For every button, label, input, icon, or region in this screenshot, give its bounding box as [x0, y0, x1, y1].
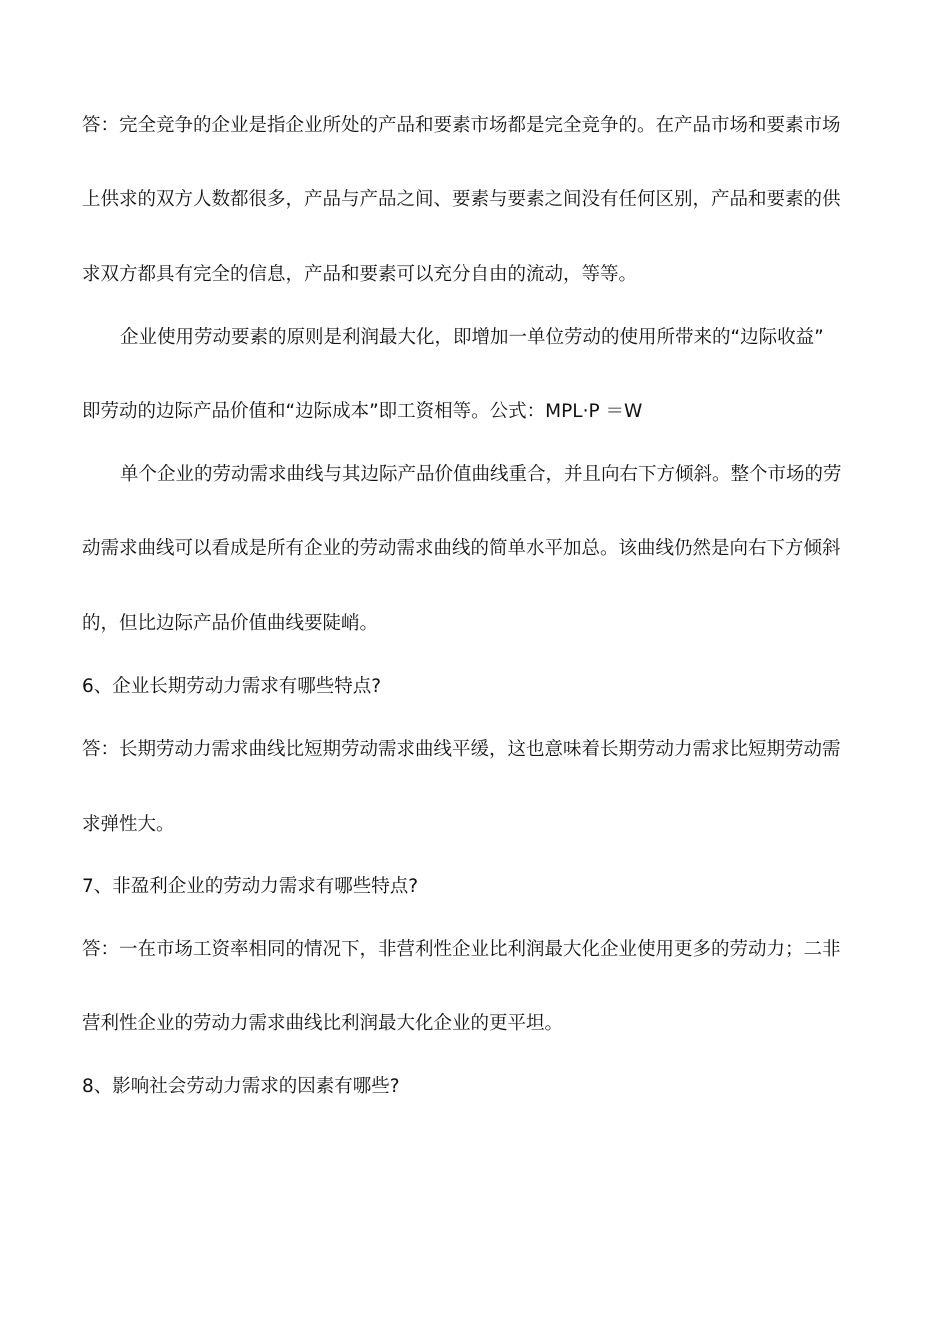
paragraph-curve-line-2: 动需求曲线可以看成是所有企业的劳动需求曲线的简单水平加总。该曲线仍然是向右下方倾斜: [82, 538, 841, 559]
answer-line-1: 答：完全竞争的企业是指企业所处的产品和要素市场都是完全竞争的。在产品市场和要素市场: [82, 115, 841, 136]
answer-line-3: 求双方都具有完全的信息，产品和要素可以充分自由的流动，等等。: [82, 264, 638, 285]
paragraph-principle-line-1: 企业使用劳动要素的原则是利润最大化，即增加一单位劳动的使用所带来的“边际收益”: [120, 327, 824, 348]
answer-6-line-1: 答：长期劳动力需求曲线比短期劳动需求曲线平缓，这也意味着长期劳动力需求比短期劳动需: [82, 739, 841, 760]
answer-line-2: 上供求的双方人数都很多，产品与产品之间、要素与要素之间没有任何区别，产品和要素的供: [82, 189, 841, 210]
answer-7-line-1: 答：一在市场工资率相同的情况下，非营利性企业比利润最大化企业使用更多的劳动力；二非: [82, 939, 841, 960]
answer-6-line-2: 求弹性大。: [82, 814, 175, 835]
question-6: 6、企业长期劳动力需求有哪些特点?: [82, 676, 382, 697]
paragraph-principle-line-2: 即劳动的边际产品价值和“边际成本”即工资相等。公式：MPL·P ＝W: [82, 401, 643, 422]
question-7: 7、非盈利企业的劳动力需求有哪些特点?: [82, 876, 419, 897]
paragraph-curve-line-1: 单个企业的劳动需求曲线与其边际产品价值曲线重合，并且向右下方倾斜。整个市场的劳: [120, 464, 842, 485]
question-8: 8、影响社会劳动力需求的因素有哪些?: [82, 1076, 400, 1097]
answer-7-line-2: 营利性企业的劳动力需求曲线比利润最大化企业的更平坦。: [82, 1013, 564, 1034]
paragraph-curve-line-3: 的，但比边际产品价值曲线要陡峭。: [82, 613, 379, 634]
